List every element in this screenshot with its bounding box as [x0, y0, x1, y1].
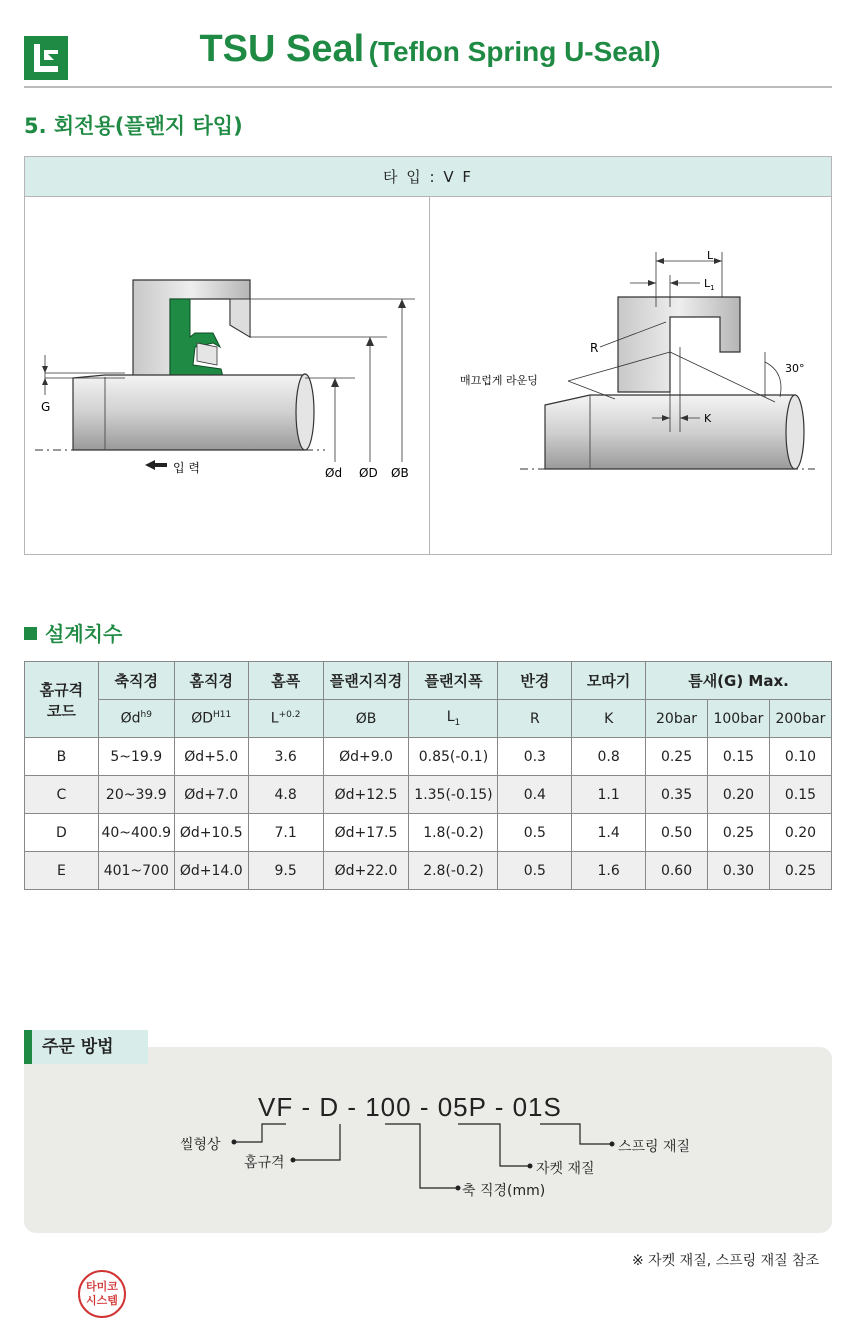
section-heading: 5. 회전용(플랜지 타입) [24, 114, 243, 138]
header-symbol-cell: 20bar [646, 700, 708, 738]
table-row [25, 852, 832, 890]
table-row [25, 776, 832, 814]
table-cell: 0.4 [498, 776, 572, 814]
table-cell: B [25, 738, 99, 776]
company-stamp: 타미코 시스템 [78, 1270, 126, 1318]
table-cell: 1.8(-0.2) [409, 814, 498, 852]
table-cell: 1.4 [572, 814, 646, 852]
brand-logo [24, 36, 68, 80]
table-cell: C [25, 776, 99, 814]
R-label: R [590, 341, 599, 355]
header-symbols-row [25, 700, 832, 738]
table-cell: 0.25 [707, 814, 769, 852]
table-cell: 9.5 [248, 852, 323, 890]
header-radius: 반경 [498, 662, 572, 700]
table-cell: 0.15 [707, 738, 769, 776]
table-cell: 0.15 [769, 776, 831, 814]
header-symbol-cell: ØB [323, 700, 409, 738]
table-cell: Ød+7.0 [174, 776, 248, 814]
square-bullet-icon [24, 627, 37, 640]
header-symbol-cell: $L_1$ [409, 700, 498, 738]
d-label: Ød [325, 466, 343, 480]
type-diagram-box [24, 156, 832, 555]
header-groove-width: 홈폭 [248, 662, 323, 700]
table-cell: 0.25 [646, 738, 708, 776]
B-label: ØB [391, 466, 409, 480]
seal-cross-section-diagram [25, 197, 429, 555]
g-label: G [41, 400, 51, 414]
table-cell: 0.20 [769, 814, 831, 852]
green-seal [170, 299, 223, 377]
header-groove-dia: 홈직경 [174, 662, 248, 700]
angle-label: 30° [785, 362, 805, 375]
design-dimensions-heading [24, 618, 122, 647]
table-cell: Ød+14.0 [174, 852, 248, 890]
header-shaft-dia: 축직경 [98, 662, 174, 700]
table-cell: 3.6 [248, 738, 323, 776]
type-bar: 타 입 : V F [25, 157, 831, 197]
table-cell: Ød+5.0 [174, 738, 248, 776]
label-seal-shape: 씰형상 [180, 1137, 221, 1153]
header-symbol-cell: $L^{+0.2}$ [248, 700, 323, 738]
order-method-tab: 주문 방법 [24, 1030, 148, 1064]
table-cell: Ød+12.5 [323, 776, 409, 814]
table-cell: E [25, 852, 99, 890]
header-chamfer: 모따기 [572, 662, 646, 700]
footnote: ※ 자켓 재질, 스프링 재질 참조 [632, 1253, 820, 1269]
table-cell: 0.5 [498, 814, 572, 852]
header-flange-width: 플랜지폭 [409, 662, 498, 700]
order-code: VF - D - 100 - 05P - 01S [258, 1092, 562, 1122]
label-groove-std: 홈규격 [244, 1155, 285, 1171]
table-cell: 0.20 [707, 776, 769, 814]
table-cell: 2.8(-0.2) [409, 852, 498, 890]
header-gap: 틈새(G) Max. [646, 662, 832, 700]
shaft [73, 375, 305, 450]
table-cell: 0.50 [646, 814, 708, 852]
L-label: L [707, 249, 714, 262]
table-cell: 1.35(-0.15) [409, 776, 498, 814]
table-cell: D [25, 814, 99, 852]
header-symbol-cell: $ØD^{H11}$ [174, 700, 248, 738]
title-sub: (Teflon Spring U-Seal) [368, 36, 661, 67]
header-symbol-cell: 100bar [707, 700, 769, 738]
table-cell: 7.1 [248, 814, 323, 852]
table-cell: 0.85(-0.1) [409, 738, 498, 776]
order-leader-lines [0, 1110, 850, 1220]
table-cell: 20~39.9 [98, 776, 174, 814]
title-main: TSU Seal [199, 28, 365, 70]
table-cell: 0.3 [498, 738, 572, 776]
table-cell: 0.30 [707, 852, 769, 890]
spec-table-body [25, 738, 832, 890]
table-cell: 0.35 [646, 776, 708, 814]
table-cell: 0.60 [646, 852, 708, 890]
table-row [25, 738, 832, 776]
groove-housing [618, 297, 740, 392]
table-cell: Ød+22.0 [323, 852, 409, 890]
table-cell: 0.5 [498, 852, 572, 890]
design-title-text: 설계치수 [45, 622, 123, 646]
groove-detail-diagram [430, 197, 832, 555]
header-divider [24, 86, 832, 88]
table-cell: Ød+9.0 [323, 738, 409, 776]
header-groove-code: 홈규격 코드 [25, 662, 99, 738]
table-cell: 4.8 [248, 776, 323, 814]
page-title [80, 28, 780, 71]
L1-label: $L_1$ [704, 277, 715, 292]
table-cell: 1.1 [572, 776, 646, 814]
table-cell: 40~400.9 [98, 814, 174, 852]
pressure-label: 입 력 [173, 461, 200, 475]
header-symbol-cell: R [498, 700, 572, 738]
K-label: K [704, 412, 712, 425]
label-shaft-dia: 축 직경(mm) [462, 1183, 546, 1199]
table-cell: 0.10 [769, 738, 831, 776]
table-cell: 1.6 [572, 852, 646, 890]
table-cell: 401~700 [98, 852, 174, 890]
table-cell: 0.8 [572, 738, 646, 776]
table-cell: 5~19.9 [98, 738, 174, 776]
header-symbol-cell: 200bar [769, 700, 831, 738]
rounding-label: 매끄럽게 라운딩 [460, 374, 538, 387]
table-cell: Ød+10.5 [174, 814, 248, 852]
header-symbol-cell: $Ød^{h9}$ [98, 700, 174, 738]
spec-table [24, 661, 832, 890]
D-label: ØD [359, 466, 378, 480]
label-jacket: 자켓 재질 [536, 1161, 595, 1177]
table-cell: Ød+17.5 [323, 814, 409, 852]
header-symbol-cell: K [572, 700, 646, 738]
header-flange-dia: 플랜지직경 [323, 662, 409, 700]
table-row [25, 814, 832, 852]
label-spring: 스프링 재질 [618, 1139, 691, 1155]
logo-icon [24, 36, 68, 80]
table-cell: 0.25 [769, 852, 831, 890]
